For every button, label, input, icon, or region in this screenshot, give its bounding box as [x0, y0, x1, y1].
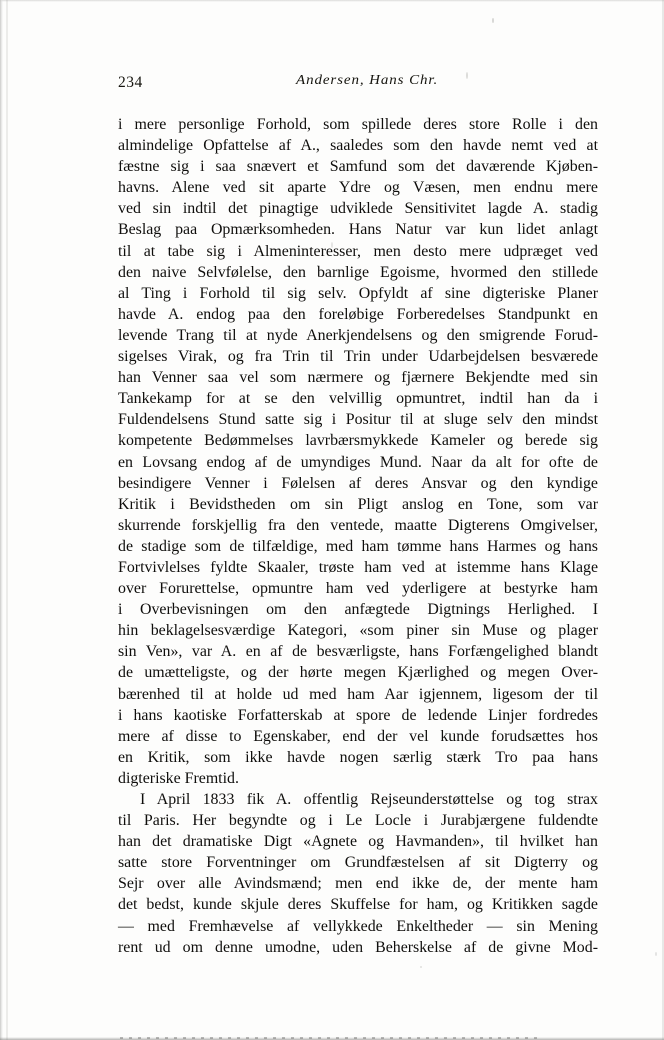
text-line: i Overbevisningen om den anfægtede Digtnings Herlighed. I [118, 601, 598, 619]
text-line: rent ud om denne umodne, uden Beherskelse af de givne Mod- [118, 938, 598, 956]
text-line: de umætteligste, og der hørte megen Kjærlighed og megen Over- [118, 664, 598, 682]
text-line: Fortvivlelses fyldte Skaaler, trøste ham ved at istemme hans Klage [118, 558, 598, 576]
body-text [118, 114, 598, 958]
text-line: det bedst, kunde skjule deres Skuffelse for ham, og Kritikken sagde [118, 896, 598, 914]
scan-edge-left [0, 0, 3, 1040]
text-line: mere af disse to Egenskaber, end der vel kunde forudsættes hos [118, 727, 598, 745]
text-line: en Kritik, som ikke havde nogen særlig stærk Tro paa hans [118, 748, 598, 766]
scan-edge-bottom-speckle [120, 1037, 540, 1039]
text-line: til at tabe sig i Almeninteresser, men desto mere udpræget ved [118, 242, 598, 260]
text-line: en Lovsang endog af de umyndiges Mund. Naar da alt for ofte de [118, 453, 598, 471]
text-line: sin Ven», var A. en af de besværligste, hans Forfængelighed blandt [118, 643, 598, 661]
text-line: levende Trang til at nyde Anerkjendelsens og den smigrende Forud- [118, 326, 598, 344]
scan-speck [492, 18, 494, 23]
text-line: satte store Forventninger om Grundfæstelsen af sit Digterry og [118, 854, 598, 872]
text-line: — med Fremhævelse af vellykkede Enkeltheder — sin Mening [118, 917, 598, 935]
text-line: Sejr over alle Avindsmænd; men end ikke de, der mente ham [118, 875, 598, 893]
text-line: Fuldendelsens Stund satte sig i Positur til at sluge selv den mindst [118, 411, 598, 429]
text-line: han det dramatiske Digt «Agnete og Havmanden», til hvilket han [118, 833, 598, 851]
scan-speck [655, 952, 657, 956]
text-line: Kritik i Bevidstheden om sin Pligt anslog en Tone, som var [118, 495, 598, 513]
text-line: skurrende forskjellig fra den ventede, maatte Digterens Omgivelser, [118, 516, 598, 534]
text-line: til Paris. Her begyndte og i Le Locle i Jurabjærgene fuldendte [118, 812, 598, 830]
text-line: i mere personlige Forhold, som spillede deres store Rolle i den [118, 116, 598, 133]
text-line: sigelses Virak, og fra Trin til Trin under Udarbejdelsen besværede [118, 348, 598, 366]
text-line: de stadige som de tilfældige, med ham tømme hans Harmes og hans [118, 537, 598, 555]
text-line: hin beklagelsesværdige Kategori, «som piner sin Muse og plager [118, 622, 598, 640]
scan-edge-top [0, 0, 664, 2]
text-line: han Venner saa vel som nærmere og fjærnere Bekjendte med sin [118, 369, 598, 387]
text-line: besindigere Venner i Følelsen af deres Ansvar og den kyndige [118, 474, 598, 492]
text-line: i hans kaotiske Forfatterskab at spore de ledende Linjer fordredes [118, 706, 598, 724]
text-line: al Ting i Forhold til sig selv. Opfyldt af sine digteriske Planer [118, 284, 598, 302]
text-line: den naive Selvfølelse, den barnlige Egoisme, hvormed den stillede [118, 263, 598, 281]
text-line: bærenhed til at holde ud med ham Aar igjennem, ligesom der til [118, 685, 598, 703]
text-line: almindelige Opfattelse af A., saaledes som den havde nemt ved at [118, 137, 598, 155]
text-line: kompetente Bedømmelses lavrbærsmykkede Kameler og berede sig [118, 432, 598, 450]
running-title: Andersen, Hans Chr. [296, 72, 439, 88]
running-head [118, 72, 598, 94]
text-line: havns. Alene ved sit aparte Ydre og Væsen, men endnu mere [118, 179, 598, 197]
text-line: havde A. endog paa den foreløbige Forberedelses Standpunkt en [118, 305, 598, 323]
text-line: digteriske Fremtid. [118, 769, 239, 787]
scan-edge-left-secondary [6, 0, 8, 1040]
text-line: I April 1833 fik A. offentlig Rejseunderstøttelse og tog strax [140, 791, 598, 808]
page-number: 234 [118, 74, 143, 91]
text-line: Beslag paa Opmærksomheden. Hans Natur var kun lidet anlagt [118, 221, 598, 239]
text-line: fæstne sig i saa snævert et Samfund som det daværende Kjøben- [118, 158, 598, 176]
scan-speck [420, 966, 422, 968]
text-line: ved sin indtil det pinagtige udviklede Sensitivitet lagde A. stadig [118, 200, 598, 218]
text-line: Tankekamp for at se den velvillig opmuntret, indtil han da i [118, 390, 598, 408]
text-line: over Forurettelse, opmuntre ham ved yderligere at bestyrke ham [118, 580, 598, 598]
